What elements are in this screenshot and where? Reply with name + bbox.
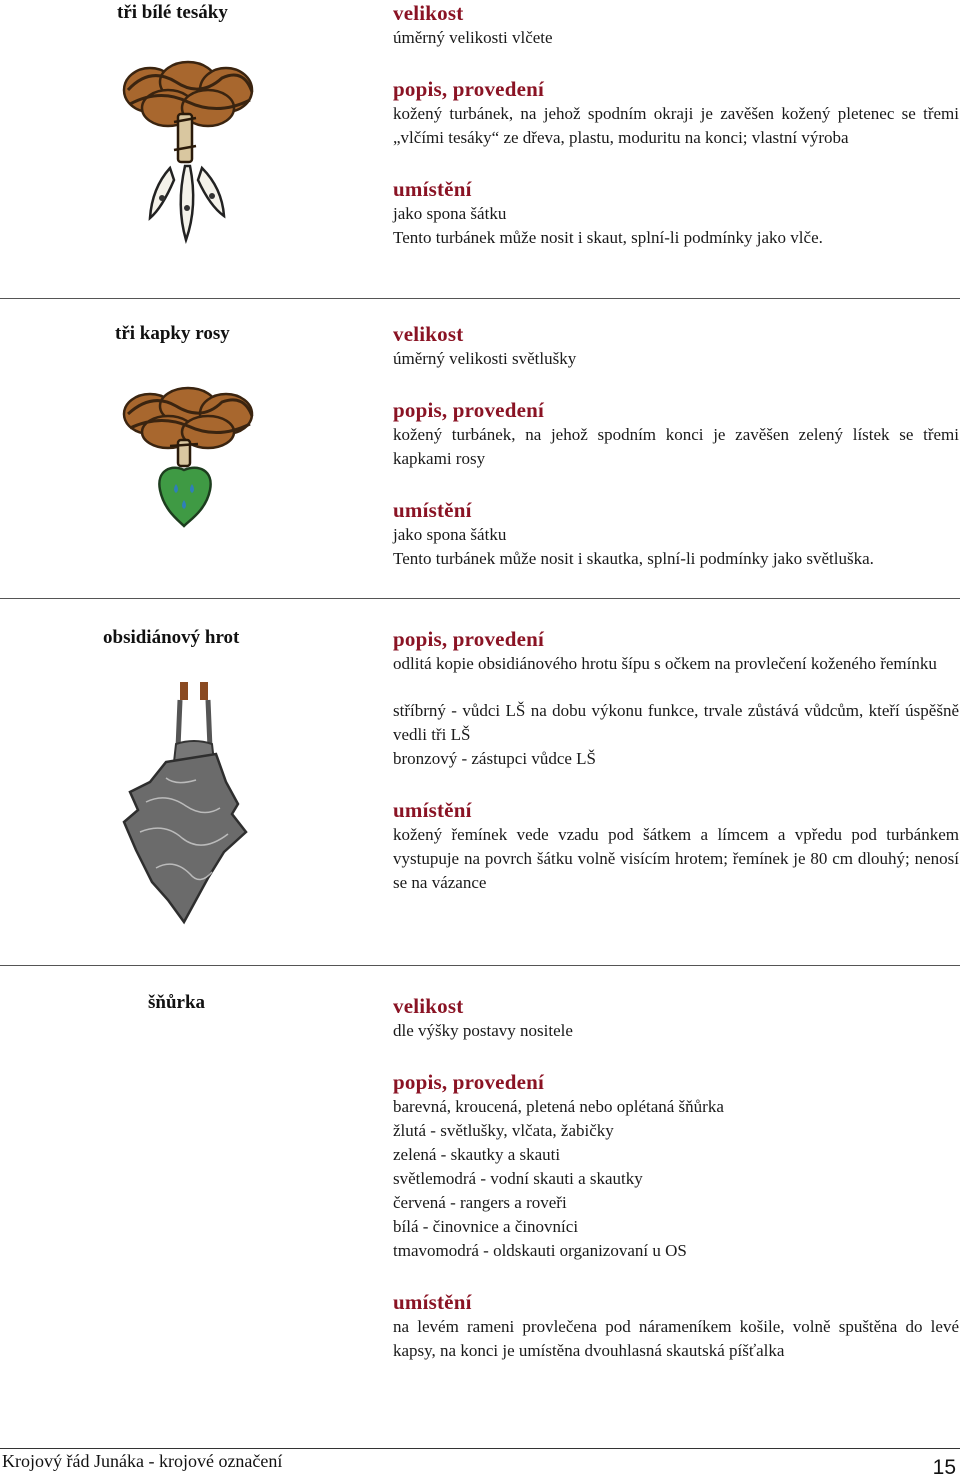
placement-heading: umístění	[393, 177, 472, 201]
section-divider	[0, 598, 960, 599]
placement-line: Tento turbánek může nosit i skaut, splní-li podmínky jako vlče.	[393, 228, 823, 247]
description-heading: popis, provedení	[393, 398, 545, 422]
description-line: tmavomodrá - oldskauti organizovaní u OS	[393, 1241, 687, 1260]
size-heading: velikost	[393, 994, 464, 1018]
size-text: dle výšky postavy nositele	[393, 1021, 573, 1040]
placement-text: kožený řemínek vede vzadu pod šátkem a límcem a vpředu pod turbánkem vystupuje na povrch šátku volně visícím hrotem; řemínek je 80 cm dlouhý; nenosí se na vázance	[393, 825, 959, 892]
placement-text: na levém rameni provlečena pod nárameníkem košile, volně spuštěna do levé kapsy, na konci je umístěna dvouhlasná skautská píšťalka	[393, 1317, 959, 1360]
variant-line: bronzový - zástupci vůdce LŠ	[393, 749, 596, 768]
description-line: barevná, kroucená, pletená nebo oplétaná šňůrka	[393, 1097, 724, 1116]
footer-title: Krojový řád Junáka - krojové označení	[2, 1451, 283, 1471]
description-heading: popis, provedení	[393, 1070, 545, 1094]
description-text: kožený turbánek, na jehož spodním konci je zavěšen zelený lístek se třemi kapkami rosy	[393, 425, 959, 468]
description-line: žlutá - světlušky, vlčata, žabičky	[393, 1121, 614, 1140]
placement-heading: umístění	[393, 498, 472, 522]
item-text-dew	[393, 321, 959, 571]
item-title-teeth: tři bílé tesáky	[117, 2, 228, 23]
obsidian-arrowhead-image	[116, 682, 256, 930]
placement-line: jako spona šátku	[393, 525, 507, 544]
placement-heading: umístění	[393, 1290, 472, 1314]
description-heading: popis, provedení	[393, 77, 545, 101]
description-line: červená - rangers a roveři	[393, 1193, 567, 1212]
item-text-cord	[393, 993, 959, 1363]
placement-line: jako spona šátku	[393, 204, 507, 223]
description-line: zelená - skautky a skauti	[393, 1145, 561, 1164]
size-text: úměrný velikosti vlčete	[393, 28, 553, 47]
three-dew-drops-image	[112, 386, 272, 556]
footer-divider	[0, 1448, 960, 1449]
description-line: bílá - činovnice a činovníci	[393, 1217, 579, 1236]
item-text-teeth	[393, 0, 959, 250]
placement-heading: umístění	[393, 798, 472, 822]
description-text: kožený turbánek, na jehož spodním okraji je zavěšen kožený pletenec se třemi „vlčími tesáky“ ze dřeva, plastu, moduritu na konci; vlastní výroba	[393, 104, 959, 147]
three-white-teeth-image	[110, 58, 270, 250]
section-divider	[0, 298, 960, 299]
item-title-cord: šňůrka	[148, 992, 206, 1013]
item-text-obsidian	[393, 626, 959, 895]
item-title-dew: tři kapky rosy	[115, 323, 230, 344]
size-heading: velikost	[393, 322, 464, 346]
description-line: světlemodrá - vodní skauti a skautky	[393, 1169, 643, 1188]
description-text: odlitá kopie obsidiánového hrotu šípu s očkem na provlečení koženého řemínku	[393, 654, 937, 673]
item-title-obsidian: obsidiánový hrot	[103, 627, 240, 648]
description-heading: popis, provedení	[393, 627, 545, 651]
placement-line: Tento turbánek může nosit i skautka, splní-li podmínky jako světluška.	[393, 549, 874, 568]
page-number: 15	[932, 1456, 956, 1479]
size-heading: velikost	[393, 1, 464, 25]
variant-line: stříbrný - vůdci LŠ na dobu výkonu funkce, trvale zůstává vůdcům, kteří úspěšně vedli tři LŠ	[393, 701, 959, 744]
size-text: úměrný velikosti světlušky	[393, 349, 577, 368]
section-divider	[0, 965, 960, 966]
